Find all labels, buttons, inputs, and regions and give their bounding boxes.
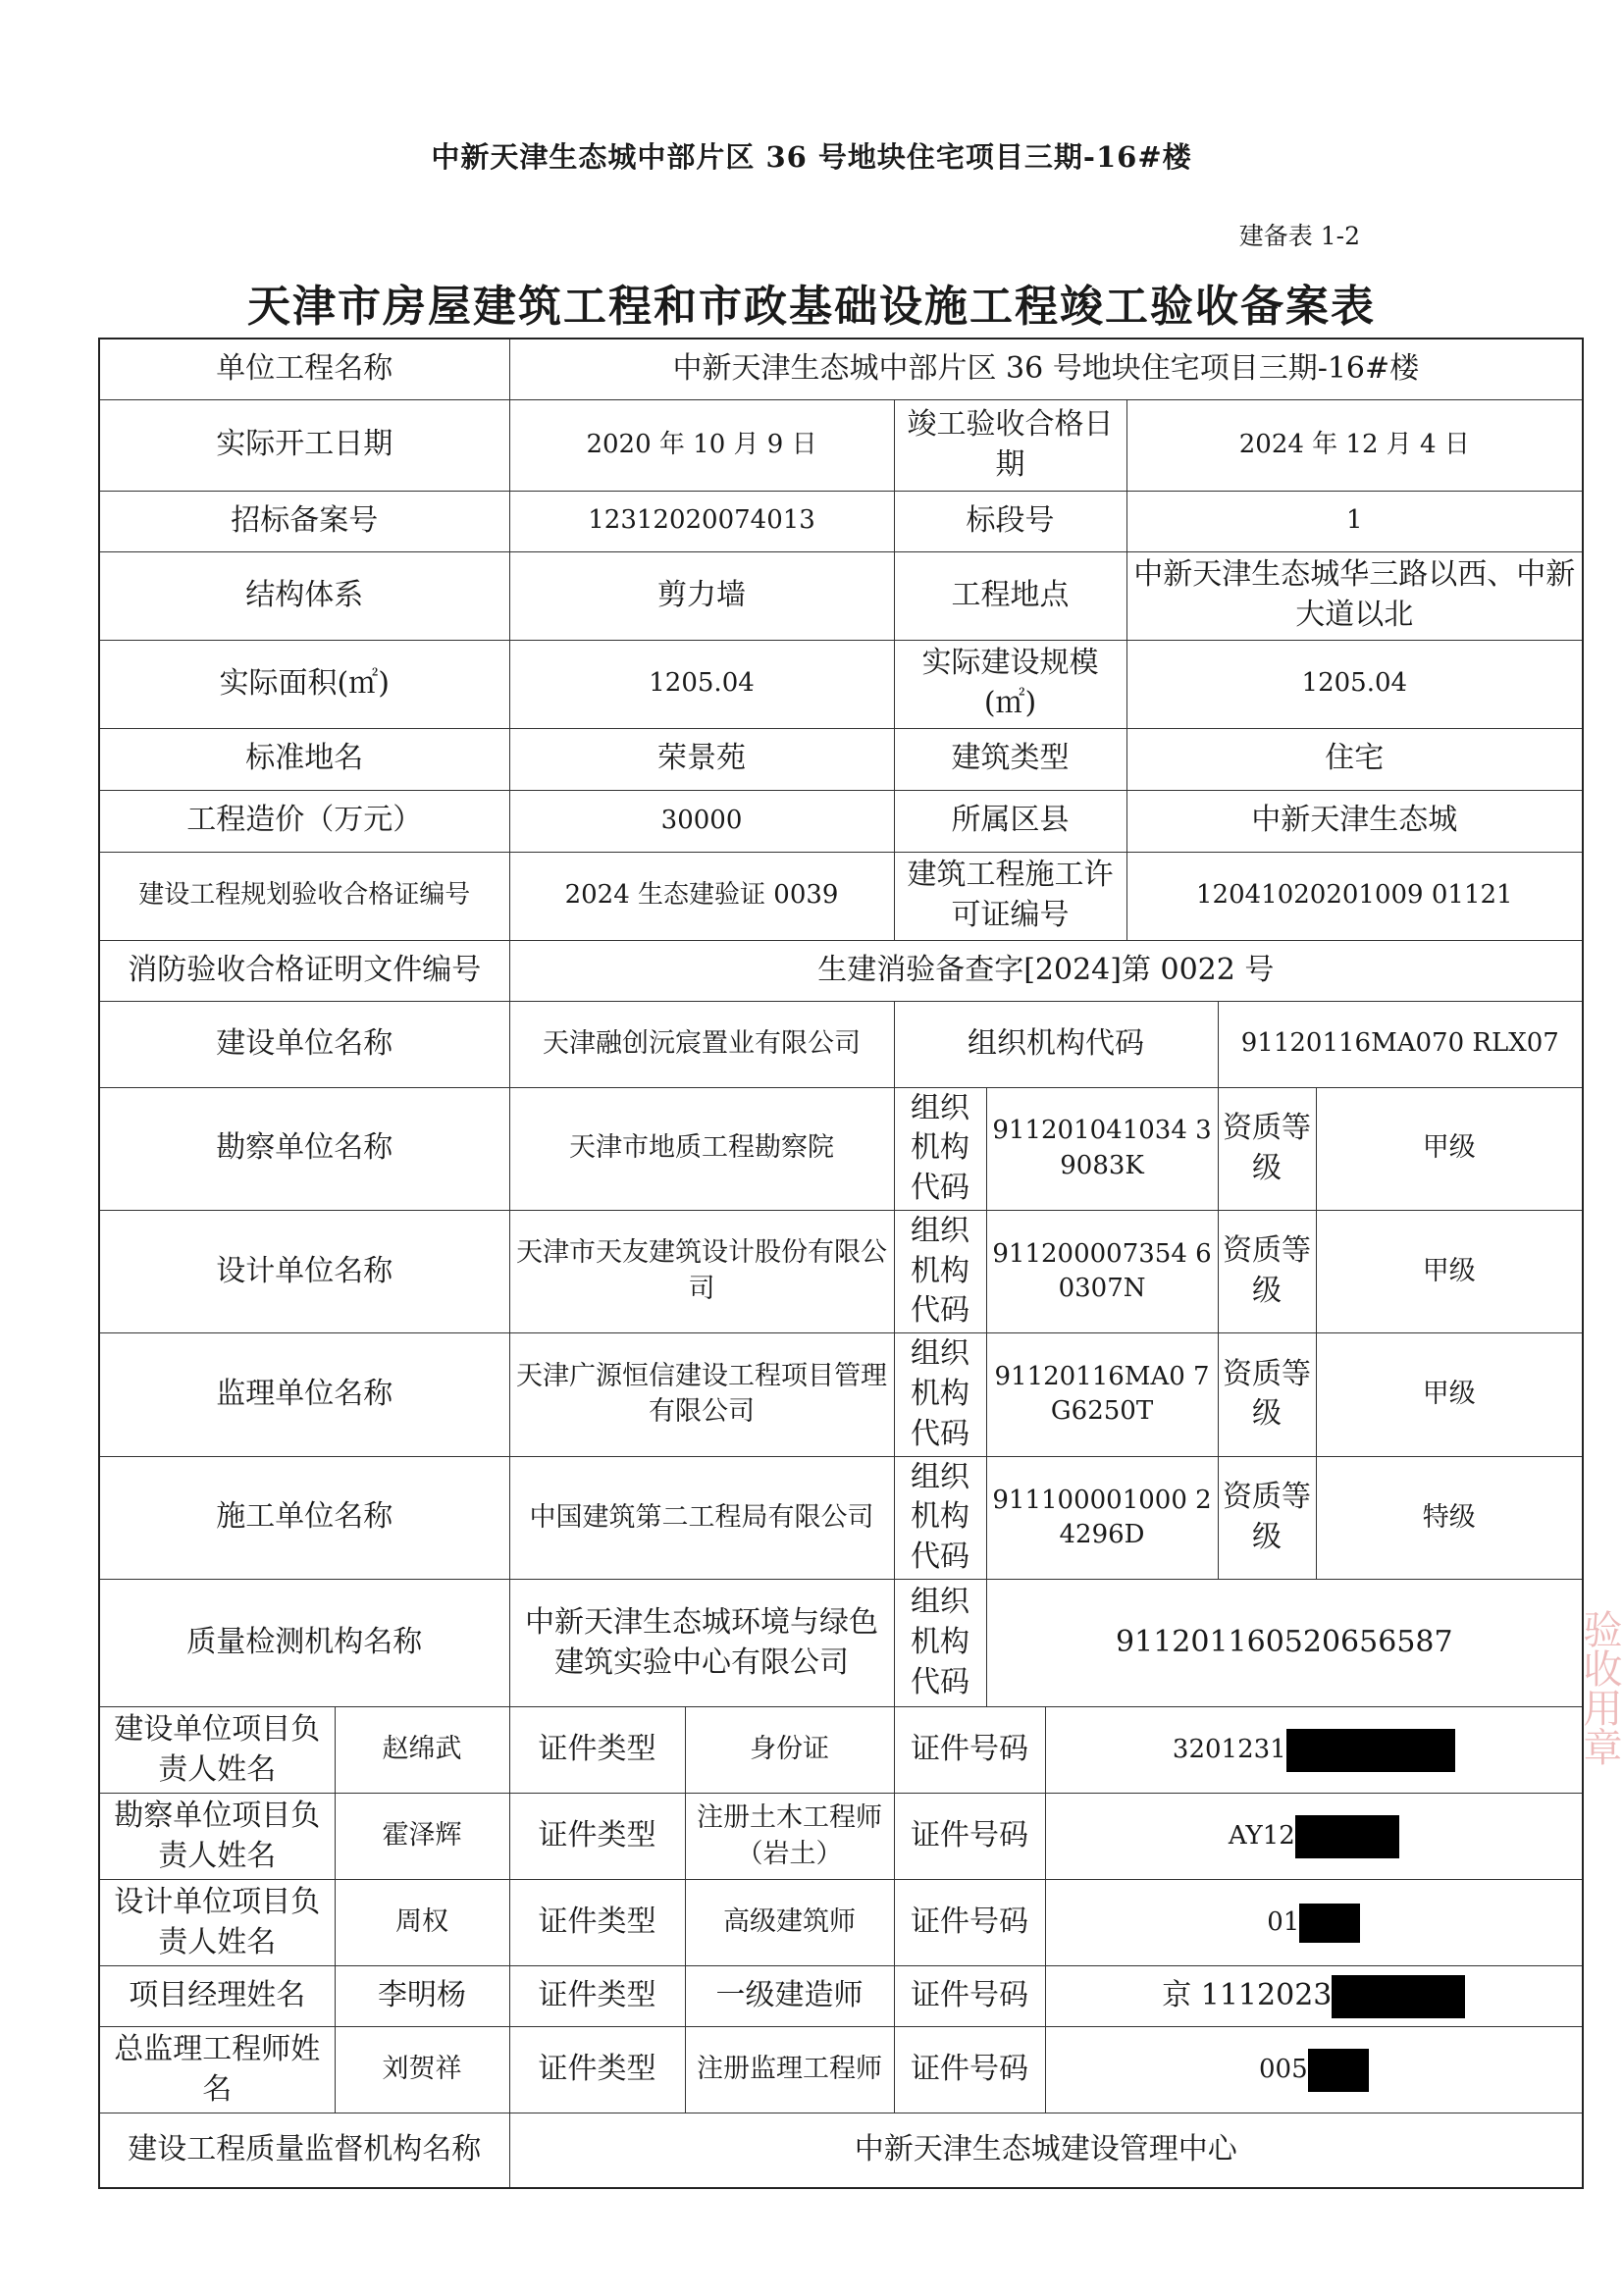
- cost-value: 30000: [509, 790, 894, 852]
- record-form-table: [98, 338, 1584, 2189]
- chief-label: 总监理工程师姓名: [99, 2027, 335, 2113]
- cost-label: 工程造价（万元）: [99, 790, 509, 852]
- builder-code-label: 组织机构代码: [894, 1001, 1218, 1087]
- permit-value: 12041020201009 01121: [1126, 852, 1583, 940]
- survey-label: 勘察单位名称: [99, 1087, 509, 1210]
- builder-pm-name: 赵绵武: [335, 1707, 509, 1794]
- chief-no-text: 005: [1258, 2054, 1308, 2084]
- scale-label: 实际建设规模(㎡): [894, 640, 1126, 728]
- start-date-label: 实际开工日期: [99, 399, 509, 491]
- redaction-block: [1299, 1904, 1360, 1943]
- accept-date-value: 2024 年 12 月 4 日: [1126, 399, 1583, 491]
- seal-stamp-text: 验收用章: [1577, 1609, 1622, 1766]
- survey-qual: 甲级: [1316, 1087, 1583, 1210]
- survey-pm-type-label: 证件类型: [509, 1794, 685, 1880]
- builder-name: 天津融创沅宸置业有限公司: [509, 1001, 894, 1087]
- construct-qual-label: 资质等级: [1218, 1456, 1316, 1579]
- seal-stamp: [1554, 1609, 1623, 1943]
- building-type-label: 建筑类型: [894, 728, 1126, 790]
- accept-date-label: 竣工验收合格日期: [894, 399, 1126, 491]
- builder-pm-no-label: 证件号码: [894, 1707, 1045, 1794]
- builder-code: 91120116MA070 RLX07: [1218, 1001, 1583, 1087]
- structure-label: 结构体系: [99, 551, 509, 640]
- manager-type: 一级建造师: [685, 1966, 894, 2027]
- design-pm-type-label: 证件类型: [509, 1880, 685, 1966]
- supervise-code-label: 组织机构代码: [894, 1333, 986, 1456]
- testing-label: 质量检测机构名称: [99, 1580, 509, 1707]
- design-pm-label: 设计单位项目负责人姓名: [99, 1880, 335, 1966]
- bid-no-label: 招标备案号: [99, 491, 509, 551]
- fire-cert-value: 生建消验备查字[2024]第 0022 号: [509, 940, 1583, 1001]
- survey-pm-no-label: 证件号码: [894, 1794, 1045, 1880]
- fire-cert-label: 消防验收合格证明文件编号: [99, 940, 509, 1001]
- chief-no-label: 证件号码: [894, 2027, 1045, 2113]
- survey-qual-label: 资质等级: [1218, 1087, 1316, 1210]
- builder-pm-no-text: 3201231: [1172, 1734, 1286, 1764]
- builder-pm-type-label: 证件类型: [509, 1707, 685, 1794]
- survey-pm-no-text: AY12: [1228, 1820, 1295, 1851]
- manager-type-label: 证件类型: [509, 1966, 685, 2027]
- design-pm-no-text: 01: [1267, 1906, 1300, 1937]
- bid-no-value: 12312020074013: [509, 491, 894, 551]
- design-pm-no-label: 证件号码: [894, 1880, 1045, 1966]
- std-name-label: 标准地名: [99, 728, 509, 790]
- start-date-value: 2020 年 10 月 9 日: [509, 399, 894, 491]
- builder-label: 建设单位名称: [99, 1001, 509, 1087]
- survey-pm-label: 勘察单位项目负责人姓名: [99, 1794, 335, 1880]
- std-name-value: 荣景苑: [509, 728, 894, 790]
- chief-type-label: 证件类型: [509, 2027, 685, 2113]
- district-label: 所属区县: [894, 790, 1126, 852]
- design-code: 911200007354 60307N: [986, 1210, 1218, 1332]
- section-label: 标段号: [894, 491, 1126, 551]
- redaction-block: [1295, 1815, 1399, 1858]
- construct-qual: 特级: [1316, 1456, 1583, 1579]
- design-label: 设计单位名称: [99, 1210, 509, 1332]
- supervision-value: 中新天津生态城建设管理中心: [509, 2113, 1583, 2188]
- manager-no: [1045, 1966, 1583, 2027]
- survey-code-label: 组织机构代码: [894, 1087, 986, 1210]
- district-value: 中新天津生态城: [1126, 790, 1583, 852]
- construct-code: 911100001000 24296D: [986, 1456, 1218, 1579]
- project-header: 中新天津生态城中部片区 36 号地块住宅项目三期-16#楼: [431, 140, 1192, 174]
- manager-name: 李明杨: [335, 1966, 509, 2027]
- supervise-name: 天津广源恒信建设工程项目管理有限公司: [509, 1333, 894, 1456]
- manager-no-text: 京 1112023: [1162, 1977, 1333, 2012]
- design-pm-name: 周权: [335, 1880, 509, 1966]
- testing-code: 911201160520656587: [986, 1580, 1583, 1707]
- redaction-block: [1332, 1975, 1465, 2018]
- redaction-block: [1308, 2049, 1369, 2092]
- construct-label: 施工单位名称: [99, 1456, 509, 1579]
- design-name: 天津市天友建筑设计股份有限公司: [509, 1210, 894, 1332]
- survey-code: 911201041034 39083K: [986, 1087, 1218, 1210]
- design-code-label: 组织机构代码: [894, 1210, 986, 1332]
- scale-value: 1205.04: [1126, 640, 1583, 728]
- builder-pm-label: 建设单位项目负责人姓名: [99, 1707, 335, 1794]
- supervise-qual: 甲级: [1316, 1333, 1583, 1456]
- supervision-label: 建设工程质量监督机构名称: [99, 2113, 509, 2188]
- section-value: 1: [1126, 491, 1583, 551]
- manager-no-label: 证件号码: [894, 1966, 1045, 2027]
- location-value: 中新天津生态城华三路以西、中新大道以北: [1126, 551, 1583, 640]
- location-label: 工程地点: [894, 551, 1126, 640]
- area-label: 实际面积(㎡): [99, 640, 509, 728]
- survey-pm-no: [1045, 1794, 1583, 1880]
- redaction-block: [1286, 1729, 1455, 1772]
- builder-pm-no: [1045, 1707, 1583, 1794]
- construct-code-label: 组织机构代码: [894, 1456, 986, 1579]
- plan-cert-label: 建设工程规划验收合格证编号: [99, 852, 509, 940]
- chief-no: [1045, 2027, 1583, 2113]
- supervise-code: 91120116MA0 7G6250T: [986, 1333, 1218, 1456]
- manager-label: 项目经理姓名: [99, 1966, 335, 2027]
- survey-name: 天津市地质工程勘察院: [509, 1087, 894, 1210]
- structure-value: 剪力墙: [509, 551, 894, 640]
- design-qual-label: 资质等级: [1218, 1210, 1316, 1332]
- design-pm-no: [1045, 1880, 1583, 1966]
- survey-pm-name: 霍泽辉: [335, 1794, 509, 1880]
- document-title: 天津市房屋建筑工程和市政基础设施工程竣工验收备案表: [247, 282, 1376, 332]
- area-value: 1205.04: [509, 640, 894, 728]
- chief-type: 注册监理工程师: [685, 2027, 894, 2113]
- unit-name-value: 中新天津生态城中部片区 36 号地块住宅项目三期-16#楼: [509, 339, 1583, 399]
- building-type-value: 住宅: [1126, 728, 1583, 790]
- builder-pm-type: 身份证: [685, 1707, 894, 1794]
- plan-cert-value: 2024 生态建验证 0039: [509, 852, 894, 940]
- permit-label: 建筑工程施工许可证编号: [894, 852, 1126, 940]
- form-number: 建备表 1-2: [1238, 222, 1360, 250]
- survey-pm-type: 注册土木工程师（岩土）: [685, 1794, 894, 1880]
- chief-name: 刘贺祥: [335, 2027, 509, 2113]
- design-pm-type: 高级建筑师: [685, 1880, 894, 1966]
- supervise-qual-label: 资质等级: [1218, 1333, 1316, 1456]
- construct-name: 中国建筑第二工程局有限公司: [509, 1456, 894, 1579]
- testing-code-label: 组织机构代码: [894, 1580, 986, 1707]
- design-qual: 甲级: [1316, 1210, 1583, 1332]
- unit-name-label: 单位工程名称: [99, 339, 509, 399]
- testing-name: 中新天津生态城环境与绿色建筑实验中心有限公司: [509, 1580, 894, 1707]
- supervise-label: 监理单位名称: [99, 1333, 509, 1456]
